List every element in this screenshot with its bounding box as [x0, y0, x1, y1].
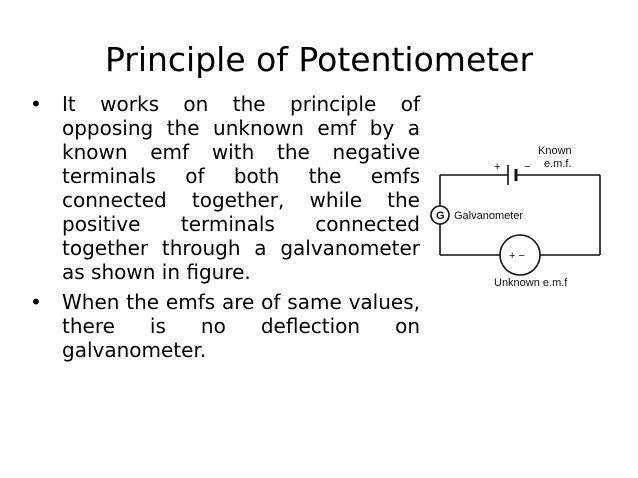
- known-label-line-1: Known: [538, 145, 572, 157]
- bullet-text-principle: It works on the principle of opposing the unknown emf by a known emf with the negative terminals of both the emfs connected together, while the positive terminals connected together through a galvanometer as shown in figure.: [62, 92, 420, 284]
- bullet-text-same-values: When the emfs are of same values, there is no deflection on galvanometer.: [62, 290, 420, 362]
- bullet-list: [28, 92, 420, 368]
- unknown-emf-label: Unknown e.m.f: [494, 277, 568, 289]
- bullet-item-principle: [28, 92, 420, 284]
- bullet-item-same-values: [28, 290, 420, 362]
- circuit-diagram: [430, 140, 610, 290]
- known-label-line-2: e.m.f.: [544, 158, 572, 170]
- slide-title: Principle of Potentiometer: [104, 40, 534, 79]
- known-emf-cell: [508, 165, 516, 185]
- known-minus-sign: −: [524, 161, 531, 173]
- galvanometer-label: Galvanometer: [454, 210, 524, 222]
- unknown-cell-symbol: + −: [509, 250, 525, 262]
- bullet-icon: •: [30, 92, 42, 116]
- known-plus-sign: +: [494, 161, 501, 173]
- bullet-icon: •: [30, 290, 42, 314]
- potentiometer-circuit-figure: [430, 140, 610, 290]
- galvanometer-symbol: G: [436, 210, 445, 222]
